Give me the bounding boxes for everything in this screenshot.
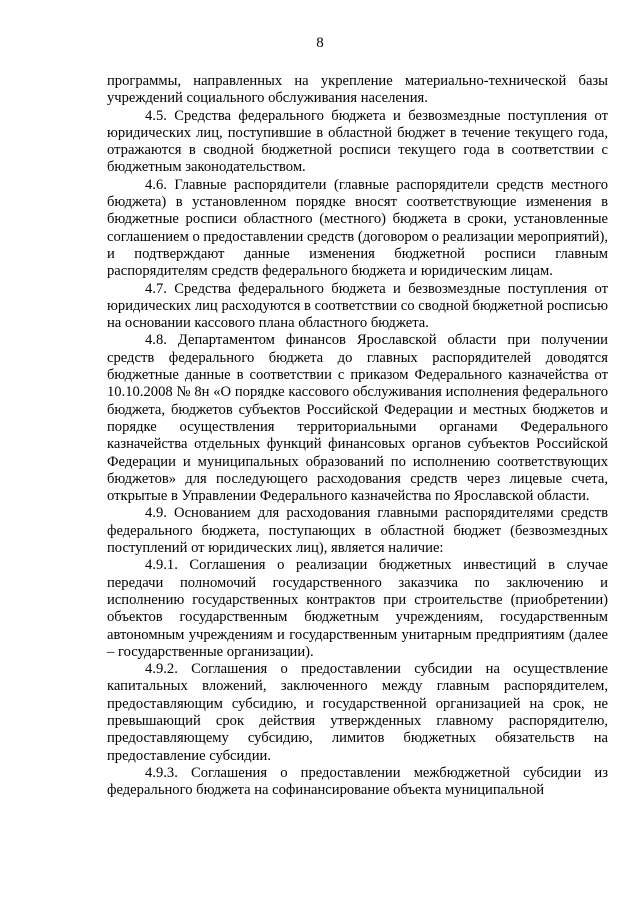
paragraph-4-6: 4.6. Главные распорядители (главные распорядители средств местного бюджета) в установленном порядке вносят соответствующие изменения в бюджетные росписи областного (местного) бюджета в сроки, установленные соглашением о предоставлении средств (договором о реализации мероприятий), и подтверждают данные изменения бюджетной росписи главным распорядителям средств федерального бюджета и юридическим лицам.: [107, 176, 608, 280]
page-number: 8: [316, 35, 324, 51]
document-body: [107, 73, 608, 799]
paragraph-4-5: 4.5. Средства федерального бюджета и безвозмездные поступления от юридических лиц, поступившие в областной бюджет в течение текущего года, отражаются в сводной бюджетной росписи текущего года в соответствии с бюджетным законодательством.: [107, 107, 608, 176]
paragraph-4-8: 4.8. Департаментом финансов Ярославской области при получении средств федерального бюджета до главных распорядителей доводятся бюджетные данные в соответствии с приказом Федерального казначейства от 10.10.2008 № 8н «О порядке кассового обслуживания исполнения федерального бюджета, бюджетов субъектов Российской Федерации и местных бюджетов и порядке осуществления территориальными органами Федерального казначейства отдельных функций финансовых органов субъектов Российской Федерации и муниципальных образований по исполнению соответствующих бюджетов» для последующего расходования средств через лицевые счета, открытые в Управлении Федерального казначейства по Ярославской области.: [107, 332, 608, 505]
paragraph-4-9-2: 4.9.2. Соглашения о предоставлении субсидии на осуществление капитальных вложений, заключенного между главным распорядителем, предоставляющим субсидию, и государственной организацией на срок, не превышающий срок действия утвержденных главному распорядителю, предоставляющему субсидию, лимитов бюджетных обязательств на предоставление субсидии.: [107, 661, 608, 764]
paragraph-continuation: программы, направленных на укрепление материально-технической базы учреждений социального обслуживания населения.: [107, 73, 608, 107]
paragraph-4-9-3: 4.9.3. Соглашения о предоставлении межбюджетной субсидии из федерального бюджета на софинансирование объекта муниципальной: [107, 764, 608, 799]
paragraph-4-9-1: 4.9.1. Соглашения о реализации бюджетных инвестиций в случае передачи полномочий государственного заказчика по заключению и исполнению государственных контрактов при строительстве (приобретении) объектов государственным бюджетным учреждениям, государственным автономным учреждениям и государственным унитарным предприятиям (далее – государственные организации).: [107, 557, 608, 660]
paragraph-4-7: 4.7. Средства федерального бюджета и безвозмездные поступления от юридических лиц расходуются в соответствии со сводной бюджетной росписью на основании кассового плана областного бюджета.: [107, 280, 608, 332]
paragraph-4-9: 4.9. Основанием для расходования главными распорядителями средств федерального бюджета, поступающих в областной бюджет (безвозмездных поступлений от юридических лиц), является наличие:: [107, 505, 608, 557]
